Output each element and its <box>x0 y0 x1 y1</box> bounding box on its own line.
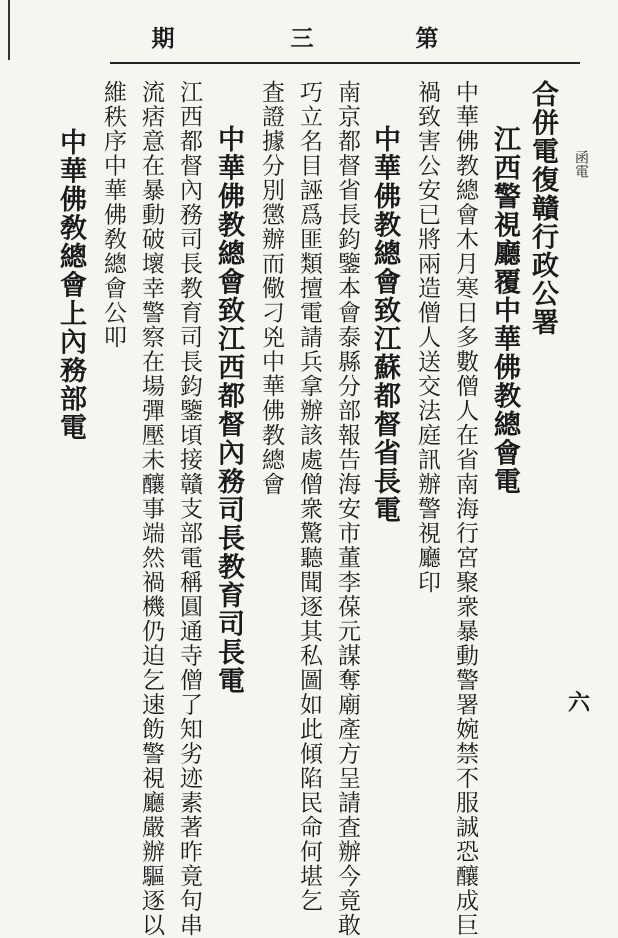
telegram-heading: 江西警視廳覆中華佛教總會電 <box>489 125 520 496</box>
telegram-heading: 中華佛教總會致江西都督內務司長教育司長電 <box>213 125 244 695</box>
page-number: 六 <box>567 690 590 716</box>
telegram-body-line: 江西都督內務司長教育司長鈞鑒頃接贛支部電稱圓通寺僧了知劣迹素著昨竟句串 <box>176 80 202 938</box>
telegram-body-line: 禍致害公安已將兩造僧人送交法庭訊辦警視廳印 <box>414 80 440 595</box>
telegram-heading: 合併電復贛行政公署 <box>527 80 558 337</box>
header-issue-suffix: 期 <box>151 25 175 52</box>
section-margin-label: 函電 <box>573 150 589 178</box>
telegram-body-line: 巧立名目誣爲匪類擅電請兵拿辦該處僧衆驚聽聞逐其私圖如此傾陷民命何堪乞 <box>296 80 322 913</box>
page-edge-line <box>8 0 10 60</box>
telegram-body-line: 査證據分別懲辦而儆刁兇中華佛教總會 <box>258 80 284 497</box>
header-rule <box>110 62 580 64</box>
telegram-body-line: 維秩序中華佛敎總會公叩 <box>100 80 126 350</box>
header-issue-prefix: 第 <box>415 25 439 52</box>
telegram-body-line: 南京都督省長鈞鑒本會泰縣分部報告海安市董李葆元謀奪廟產方呈請査辦今竟敢 <box>334 80 360 938</box>
telegram-heading: 中華佛敎總會上內務部電 <box>55 128 86 442</box>
telegram-body-line: 中華佛教總會木月寒日多數僧人在省南海行宮聚衆暴動警署婉禁不服誠恐釀成巨 <box>452 80 478 938</box>
telegram-body-line: 流痞意在暴動破壞幸警察在場彈壓未釀事端然禍機仍迫乞速飭警視廳嚴辦驅逐以 <box>138 80 164 938</box>
telegram-heading: 中華佛教總會致江蘇都督省長電 <box>369 125 400 524</box>
header-issue-number: 三 <box>290 25 314 52</box>
